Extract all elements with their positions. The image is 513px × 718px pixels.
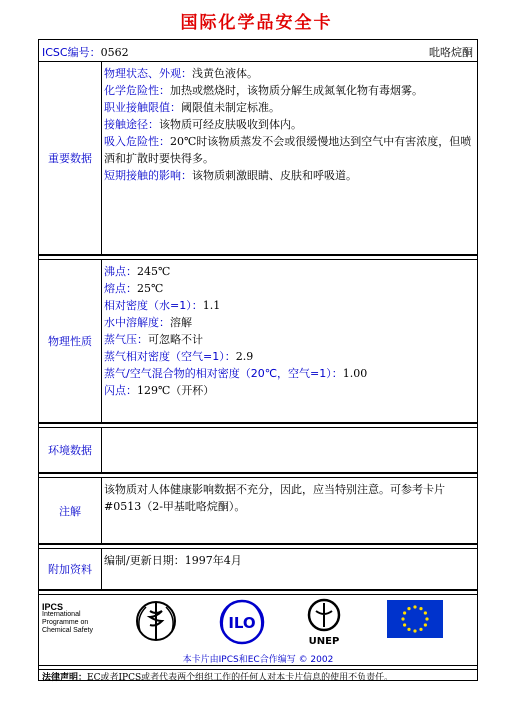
section-content [101, 62, 477, 254]
icsc-label: ICSC编号： [42, 46, 101, 59]
data-item [104, 297, 474, 314]
section-content [101, 260, 477, 422]
data-key: 职业接触限值： [104, 101, 181, 114]
data-value: 1.00 [342, 367, 368, 380]
section-content: 编制/更新日期：1997年4月 [104, 554, 242, 567]
eu-star-icon [419, 607, 422, 610]
data-item [104, 365, 474, 382]
eu-star-icon [419, 628, 422, 631]
svg-text:ILO: ILO [228, 614, 256, 632]
data-key: 闪点： [104, 384, 137, 397]
section-label: 附加资料 [39, 549, 102, 589]
data-key: 沸点： [104, 265, 137, 278]
data-item [104, 167, 474, 184]
ilo-emblem-icon [217, 597, 267, 647]
chemical-name: 吡咯烷酮 [429, 46, 473, 59]
data-item [104, 133, 474, 167]
data-value: 20℃时该物质蒸发不会或很缓慢地达到空气中有害浓度，但喷洒和扩散时要快得多。 [104, 135, 472, 165]
data-value: 阈限值未制定标准。 [181, 101, 280, 114]
data-key: 熔点： [104, 282, 137, 295]
section-content: 该物质对人体健康影响数据不充分，因此，应当特别注意。可参考卡片#0513（2-甲基吡咯烷酮）。 [104, 483, 445, 513]
data-item [104, 280, 474, 297]
who-emblem-icon [132, 597, 180, 645]
legal-notice [39, 670, 477, 682]
data-item [104, 82, 474, 99]
section-label: 重要数据 [39, 62, 102, 254]
section-environment [39, 428, 477, 473]
data-item [104, 99, 474, 116]
footer-logos [39, 595, 477, 665]
svg-text:UNEP: UNEP [308, 636, 340, 647]
data-key: 水中溶解度： [104, 316, 170, 329]
data-value: 浅黄色液体。 [192, 67, 258, 80]
data-key: 化学危险性： [104, 84, 170, 97]
data-value: 129℃（开杯） [137, 384, 215, 397]
eu-star-icon [425, 617, 428, 620]
eu-star-icon [407, 607, 410, 610]
eu-star-icon [401, 617, 404, 620]
data-item [104, 382, 474, 399]
data-key: 蒸气/空气混合物的相对密度（20℃，空气=1）： [104, 367, 343, 380]
data-item [104, 348, 474, 365]
data-item [104, 331, 474, 348]
data-value: 2.9 [235, 350, 254, 363]
card-header [39, 40, 477, 62]
section-label: 环境数据 [39, 428, 102, 472]
safety-card [38, 39, 478, 681]
card-title: 国际化学品安全卡 [180, 13, 333, 33]
eu-star-icon [403, 611, 406, 614]
data-item [104, 263, 474, 280]
data-key: 短期接触的影响： [104, 169, 192, 182]
data-value: 1.1 [202, 299, 221, 312]
data-key: 相对密度（水=1）： [104, 299, 203, 312]
data-value: 可忽略不计 [148, 333, 203, 346]
eu-star-icon [424, 623, 427, 626]
data-item [104, 314, 474, 331]
ipcs-logo-text: IPCS International Programme on Chemical Safety [42, 602, 93, 634]
section-physical [39, 260, 477, 423]
data-value: 245℃ [137, 265, 171, 278]
data-key: 蒸气压： [104, 333, 148, 346]
data-key: 接触途径： [104, 118, 159, 131]
legal-text: EC或者IPCS或者代表两个组织工作的任何人对本卡片信息的使用不负责任。 [87, 673, 394, 683]
credit-line: 本卡片由IPCS和EC合作编写 © 2002 [182, 655, 334, 665]
eu-star-icon [413, 605, 416, 608]
data-value: 加热或燃烧时，该物质分解生成氮氧化物有毒烟雾。 [170, 84, 423, 97]
data-item [104, 116, 474, 133]
icsc-number: 0562 [100, 46, 129, 59]
data-value: 25℃ [137, 282, 164, 295]
data-key: 吸入危险性： [104, 135, 170, 148]
unep-emblem-icon [302, 597, 346, 647]
legal-label: 法律声明： [42, 673, 88, 683]
section-label: 注解 [39, 478, 102, 543]
eu-star-icon [407, 628, 410, 631]
data-value: 该物质刺激眼睛、皮肤和呼吸道。 [192, 169, 357, 182]
eu-star-icon [413, 629, 416, 632]
section-additional [39, 549, 477, 590]
eu-flag-icon [387, 600, 443, 638]
data-value: 该物质可经皮肤吸收到体内。 [159, 118, 302, 131]
data-key: 蒸气相对密度（空气=1）： [104, 350, 236, 363]
section-content [101, 428, 477, 472]
section-label: 物理性质 [39, 260, 102, 422]
data-key: 物理状态、外观： [104, 67, 192, 80]
data-value: 溶解 [170, 316, 192, 329]
eu-star-icon [403, 623, 406, 626]
section-important [39, 62, 477, 255]
eu-star-icon [424, 611, 427, 614]
data-item [104, 65, 474, 82]
section-notes [39, 478, 477, 544]
